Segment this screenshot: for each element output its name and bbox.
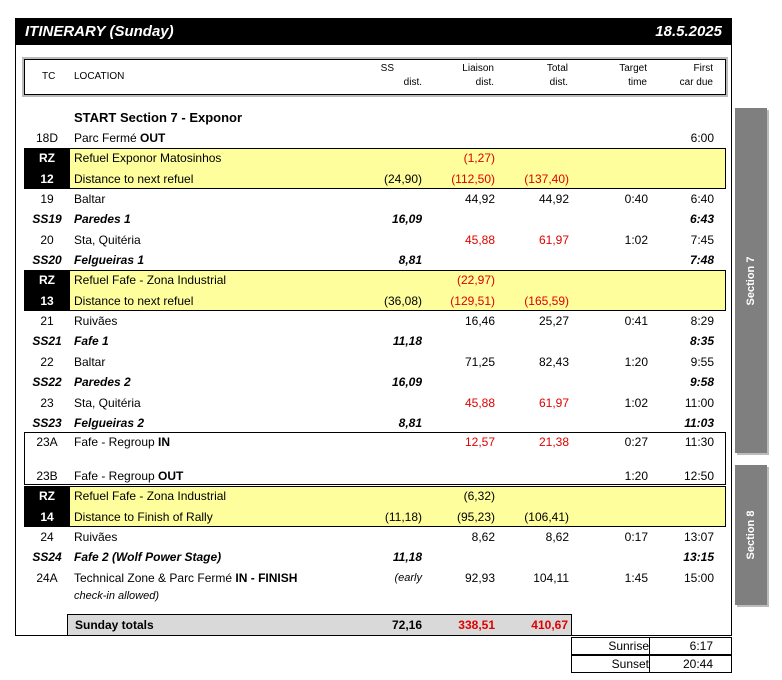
header-total-1: Total [546, 63, 568, 74]
table-row [0, 189, 782, 209]
cell-tc: SS19 [32, 212, 62, 226]
table-row [0, 413, 782, 433]
cell-tc: 19 [40, 192, 54, 206]
cell-tc: SS22 [32, 375, 62, 389]
cell-location: Distance to next refuel [74, 172, 194, 186]
location-text: Fafe - Regroup [74, 435, 159, 449]
cell-total-dist: 61,97 [538, 396, 569, 410]
cell-first-car: 11:00 [684, 396, 714, 410]
cell-tc: 12 [40, 172, 54, 186]
header-location: LOCATION [74, 71, 125, 82]
location-text: Fafe - Regroup [74, 469, 159, 483]
table-row [0, 209, 782, 229]
header-tc: TC [42, 71, 56, 82]
cell-liaison-dist: (6,32) [463, 489, 495, 503]
table-row [0, 393, 782, 413]
table-row [0, 331, 782, 351]
cell-ss-dist: 8,81 [398, 416, 422, 430]
cell-first-car: 7:45 [690, 233, 714, 247]
cell-tc: RZ [39, 151, 55, 165]
cell-target-time: 0:40 [624, 192, 648, 206]
header-first-1: First [693, 63, 713, 74]
section-start [0, 108, 782, 128]
table-row [0, 169, 782, 189]
cell-total-dist: 82,43 [538, 355, 569, 369]
cell-ss-dist: 16,09 [391, 375, 422, 389]
page-date: 18.5.2025 [655, 23, 722, 40]
cell-location: Distance to next refuel [74, 294, 194, 308]
cell-liaison-dist: (95,23) [456, 510, 495, 524]
table-row [0, 230, 782, 250]
totals-row [67, 614, 572, 636]
cell-location: Sta, Quitéria [74, 396, 141, 410]
header-liaison-1: Liaison [462, 63, 494, 74]
cell-target-time: 1:20 [624, 469, 648, 483]
section-8-label: Section 8 [745, 510, 757, 560]
table-row [0, 527, 782, 547]
section-8-tab [735, 465, 767, 605]
cell-first-car: 6:43 [689, 212, 714, 226]
cell-location: Felgueiras 1 [74, 253, 145, 267]
cell-ss-dist: (early [394, 572, 422, 584]
table-row [0, 352, 782, 372]
cell-ss-dist: 16,09 [391, 212, 422, 226]
table-row [0, 568, 782, 588]
page-title: ITINERARY (Sunday) [25, 23, 174, 40]
cell-location [74, 466, 183, 486]
cell-location: Paredes 1 [74, 212, 131, 226]
cell-location: Refuel Fafe - Zona Industrial [74, 273, 227, 287]
cell-total-dist: (137,40) [524, 172, 569, 186]
cell-tc: SS24 [32, 550, 62, 564]
cell-ss-dist: 11,18 [392, 550, 422, 564]
cell-location: Felgueiras 2 [74, 416, 145, 430]
cell-total-dist: 104,11 [533, 571, 569, 585]
cell-location: Ruivães [74, 530, 118, 544]
cell-total-dist: 25,27 [538, 314, 569, 328]
cell-location: Paredes 2 [74, 375, 131, 389]
cell-target-time: 1:45 [624, 571, 648, 585]
cell-total-dist: 8,62 [545, 530, 569, 544]
cell-tc: 22 [40, 355, 54, 369]
cell-first-car: 12:50 [683, 469, 714, 483]
table-row [0, 311, 782, 331]
cell-liaison-dist: 45,88 [464, 396, 495, 410]
cell-ss-dist: 8,81 [398, 253, 422, 267]
cell-location: Refuel Fafe - Zona Industrial [74, 489, 227, 503]
cell-liaison-dist: (112,50) [451, 172, 495, 186]
totals-total: 410,67 [531, 618, 568, 632]
header-total-2: dist. [549, 77, 568, 88]
cell-first-car: 13:15 [683, 550, 714, 564]
cell-ss-dist: (24,90) [383, 172, 422, 186]
sunset-value: 20:44 [682, 657, 713, 671]
cell-first-car: 8:35 [689, 334, 714, 348]
cell-total-dist: 21,38 [538, 435, 569, 449]
header-target-1: Target [619, 63, 647, 74]
cell-ss-dist: 11,18 [392, 334, 422, 348]
sunset-label: Sunset [611, 657, 649, 671]
totals-label: Sunday totals [75, 618, 154, 632]
cell-tc: RZ [39, 273, 55, 287]
title-bar [15, 18, 732, 45]
cell-liaison-dist: 92,93 [464, 571, 495, 585]
cell-tc: 24A [36, 571, 58, 585]
note-row [0, 586, 782, 606]
cell-target-time: 1:02 [624, 233, 648, 247]
cell-target-time: 0:17 [624, 530, 648, 544]
cell-liaison-dist: (22,97) [456, 273, 495, 287]
cell-total-dist: (106,41) [524, 510, 569, 524]
header-ss-2: dist. [403, 77, 422, 88]
sunrise-value: 6:17 [689, 639, 713, 653]
table-row [0, 432, 782, 452]
table-header [24, 59, 726, 95]
cell-location: Ruivães [74, 314, 118, 328]
header-first-2: car due [679, 77, 713, 88]
cell-first-car: 11:30 [684, 435, 714, 449]
cell-first-car: 6:00 [690, 131, 714, 145]
cell-location [74, 568, 297, 588]
cell-ss-dist: (11,18) [384, 510, 422, 524]
header-ss-1: SS [380, 63, 394, 74]
cell-tc: RZ [39, 489, 55, 503]
table-row [0, 547, 782, 567]
table-row [0, 466, 782, 486]
table-row [0, 270, 782, 290]
cell-first-car: 8:29 [690, 314, 714, 328]
location-emphasis: IN [158, 435, 171, 449]
cell-location: Refuel Exponor Matosinhos [74, 151, 222, 165]
totals-ss: 72,16 [391, 618, 422, 632]
header-liaison-2: dist. [475, 77, 494, 88]
cell-liaison-dist: 8,62 [471, 530, 495, 544]
cell-liaison-dist: 44,92 [464, 192, 495, 206]
cell-location: Distance to Finish of Rally [74, 510, 213, 524]
sunset-row [571, 655, 732, 673]
cell-tc: 23B [36, 469, 58, 483]
table-row [0, 291, 782, 311]
cell-target-time: 1:02 [624, 396, 648, 410]
cell-tc: 21 [40, 314, 54, 328]
sunrise-row [571, 637, 732, 655]
cell-tc: 23 [40, 396, 54, 410]
cell-first-car: 13:07 [683, 530, 714, 544]
section-7-label: Section 7 [745, 256, 757, 305]
location-emphasis: OUT [140, 131, 166, 145]
cell-first-car: 9:58 [689, 375, 714, 389]
cell-location: Baltar [74, 355, 106, 369]
cell-target-time: 1:20 [624, 355, 648, 369]
cell-target-time: 0:27 [624, 435, 648, 449]
cell-target-time: 0:41 [624, 314, 648, 328]
totals-liaison: 338,51 [458, 618, 495, 632]
note-text: check-in allowed) [74, 590, 159, 602]
cell-first-car: 6:40 [690, 192, 714, 206]
cell-tc: 23A [36, 435, 58, 449]
location-emphasis: IN - FINISH [235, 571, 298, 585]
cell-location: Sta, Quitéria [74, 233, 141, 247]
header-target-2: time [628, 77, 647, 88]
cell-first-car: 7:48 [689, 253, 714, 267]
cell-total-dist: (165,59) [524, 294, 569, 308]
cell-total-dist: 61,97 [538, 233, 569, 247]
cell-liaison-dist: (1,27) [463, 151, 495, 165]
table-row [0, 486, 782, 506]
cell-liaison-dist: 71,25 [464, 355, 495, 369]
location-text: Parc Fermé [74, 131, 141, 145]
cell-liaison-dist: 12,57 [464, 435, 495, 449]
cell-liaison-dist: 16,46 [464, 314, 495, 328]
cell-total-dist: 44,92 [538, 192, 569, 206]
cell-location [74, 432, 170, 452]
location-emphasis: OUT [158, 469, 184, 483]
cell-tc: 18D [35, 131, 58, 145]
cell-tc: 24 [40, 530, 54, 544]
cell-tc: 13 [40, 294, 54, 308]
cell-location [74, 128, 165, 148]
cell-tc: 20 [40, 233, 54, 247]
cell-tc: SS20 [32, 253, 62, 267]
location-text: Technical Zone & Parc Fermé [74, 571, 236, 585]
table-row [0, 148, 782, 168]
table-row [0, 372, 782, 392]
cell-ss-dist: (36,08) [383, 294, 422, 308]
cell-location: Fafe 1 [74, 334, 109, 348]
cell-first-car: 9:55 [690, 355, 714, 369]
cell-tc: 14 [40, 510, 54, 524]
cell-first-car: 11:03 [684, 416, 714, 430]
table-row [0, 250, 782, 270]
cell-tc: SS23 [32, 416, 62, 430]
cell-tc: SS21 [32, 334, 62, 348]
section-start-label: START Section 7 - Exponor [74, 110, 243, 125]
cell-liaison-dist: (129,51) [450, 294, 495, 308]
cell-location: Baltar [74, 192, 106, 206]
sunrise-label: Sunrise [608, 639, 649, 653]
cell-liaison-dist: 45,88 [464, 233, 495, 247]
table-row [0, 507, 782, 527]
cell-location: Fafe 2 (Wolf Power Stage) [74, 550, 222, 564]
cell-first-car: 15:00 [683, 571, 714, 585]
table-row [0, 128, 782, 148]
section-7-tab [735, 108, 767, 453]
